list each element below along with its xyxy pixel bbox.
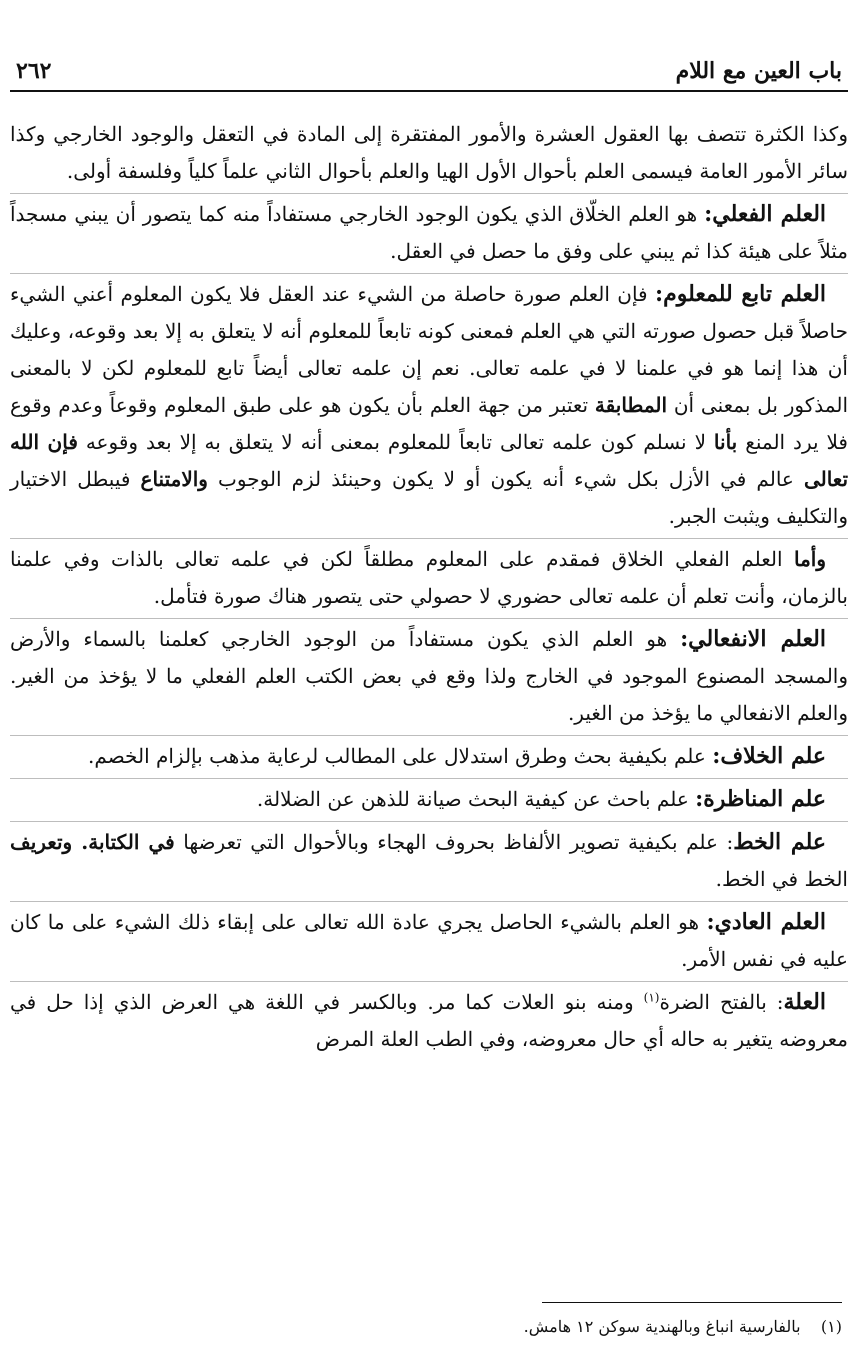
entry-ilm-al-khatt (10, 821, 848, 898)
entry-definition: : بالفتح الضرة (659, 990, 784, 1014)
entry-definition: علم بكيفية بحث وطرق استدلال على المطالب لرعاية مذهب بإلزام الخصم. (88, 744, 713, 768)
entry-definition: فيبطل الاختيار والتكليف ويثبت الجبر. (10, 467, 848, 528)
entry-term: علم المناظرة: (695, 786, 826, 812)
page-number: ٢٦٢ (16, 58, 52, 84)
paragraph-continuation (10, 116, 848, 190)
bold-word: وأما (793, 547, 826, 571)
entry-definition: الخط في الخط. (715, 867, 848, 891)
entry-al-ilm-al-fili (10, 193, 848, 270)
entry-definition: ومنه بنو العلات كما مر. وبالكسر في اللغة هي العرض الذي إذا حل في معروضه يتغير به حاله أي حال معروضه، وفي الطب العلة المرض (10, 990, 848, 1051)
entry-definition: فإن العلم صورة حاصلة من الشيء عند العقل فلا يكون المعلوم أعني الشيء حاصلاً قبل حصول صورته التي هي العلم فمعنى كونه تابعاً للمعلوم أنه لا يتعلق به إلا بعد وقوعه، وعليك أن هذا إنما هو في علمنا لا في علمه تعالى. نعم إن علمه تعالى أيضاً تابع للمعلوم لكن لا بالمعنى المذكور بل بمعنى أن (10, 282, 848, 417)
entry-definition: هو العلم بالشيء الحاصل يجري عادة الله تعالى على إبقاء ذلك الشيء على ما كان عليه في نفس الأمر. (10, 910, 848, 971)
page-body (10, 116, 848, 1061)
entry-al-ilm-tabi (10, 273, 848, 535)
entry-definition: تعتبر من جهة العلم بأن يكون هو على طبق المعلوم وقوعاً وعدم وقوع فلا يرد المنع (10, 393, 848, 454)
footnote-marker: (١) (820, 1317, 842, 1336)
entry-term: علم الخط (733, 829, 826, 855)
entry-al-ilm-al-infiali (10, 618, 848, 732)
entry-al-illa (10, 981, 848, 1058)
chapter-title: باب العين مع اللام (675, 58, 842, 84)
bold-word: فإن الله تعالى (10, 430, 849, 491)
entry-definition: علم باحث عن كيفية البحث صيانة للذهن عن الضلالة. (256, 787, 696, 811)
paragraph-text: وكذا الكثرة تتصف بها العقول العشرة والأمور المفتقرة إلى المادة في التعقل والوجود الخارجي وكذا سائر الأمور العامة فيسمى العلم بأحوال الأول الهيا والعلم بأحوال الثاني علماً كلياً وفلسفة أولى. (10, 122, 848, 183)
entry-term: العلم العادي: (706, 909, 826, 935)
bold-word: في الكتابة. وتعريف (10, 830, 175, 854)
entry-ilm-al-khilaf (10, 735, 848, 775)
footnote-reference[interactable]: (١) (643, 990, 660, 1005)
entry-term: العلم تابع للمعلوم: (654, 281, 826, 307)
entry-term: العلة (783, 989, 826, 1015)
entry-definition: لا نسلم كون علمه تعالى تابعاً للمعلوم بمعنى أنه لا يتعلق به إلا بعد وقوعه (77, 430, 714, 454)
entry-term: العلم الانفعالي: (680, 626, 826, 652)
entry-definition: : علم بكيفية تصوير الألفاظ بحروف الهجاء وبالأحوال التي تعرضها (174, 830, 734, 854)
page-header (10, 52, 848, 92)
entry-al-ilm-al-adi (10, 901, 848, 978)
paragraph-wa-amma (10, 538, 848, 615)
entry-ilm-al-munazara (10, 778, 848, 818)
book-page (10, 0, 848, 1370)
paragraph-text: العلم الفعلي الخلاق فمقدم على المعلوم مطلقاً لكن في علمه تعالى بالذات وفي علمنا بالزمان، وأنت تعلم أن علمه تعالى حضوري لا حصولي حتى يتصور هناك صورة فتأمل. (10, 547, 848, 608)
footnote-divider (542, 1302, 842, 1303)
entry-definition: هو العلم الخلّاق الذي يكون الوجود الخارجي مستفاداً منه كما يتصور أن يبني مسجداً مثلاً على هيئة كذا ثم يبني على وفق ما حصل في العقل. (10, 202, 848, 263)
entry-definition: عالم في الأزل بكل شيء أنه يكون أو لا يكون وحينئذ لزم الوجوب (207, 467, 804, 491)
entry-term: علم الخلاف: (712, 743, 826, 769)
bold-word: بأنا (713, 430, 738, 454)
footnote (10, 1316, 842, 1338)
entry-definition: هو العلم الذي يكون مستفاداً من الوجود الخارجي كعلمنا بالسماء والأرض والمسجد المصنوع الموجود في الخارج ولذا وقع في بعض الكتب العلم الفعلي ما لا يؤخذ من الغير. والعلم الانفعالي ما يؤخذ من الغير. (10, 627, 848, 725)
bold-word: والامتناع (140, 467, 208, 491)
entry-term: العلم الفعلي: (704, 201, 827, 227)
footnote-text: بالفارسية انباغ وبالهندية سوكن ١٢ هامش. (523, 1317, 801, 1336)
bold-word: المطابقة (594, 393, 668, 417)
